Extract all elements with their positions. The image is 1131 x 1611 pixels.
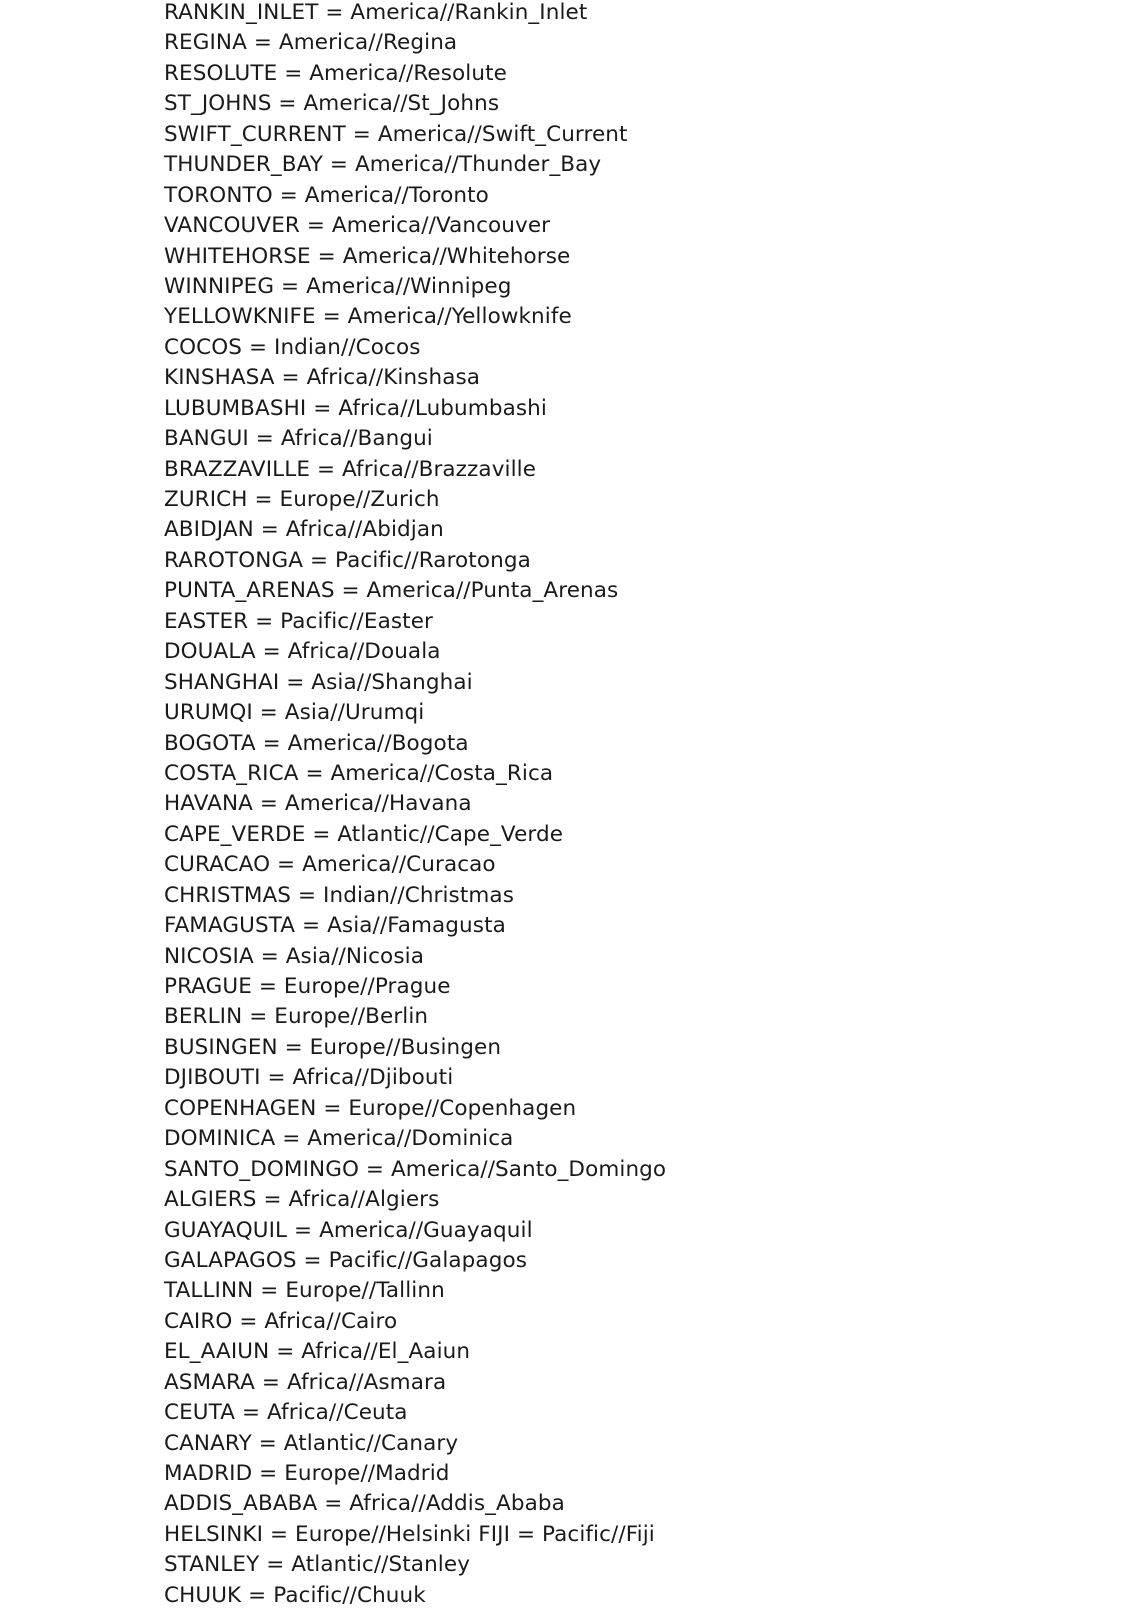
timezone-mapping-line: WINNIPEG = America//Winnipeg xyxy=(164,273,512,299)
timezone-mapping-line: RAROTONGA = Pacific//Rarotonga xyxy=(164,547,531,573)
timezone-mapping-line: ALGIERS = Africa//Algiers xyxy=(164,1187,440,1213)
timezone-mapping-line: DOMINICA = America//Dominica xyxy=(164,1126,514,1152)
timezone-mapping-line: THUNDER_BAY = America//Thunder_Bay xyxy=(164,152,602,178)
timezone-mapping-line: BERLIN = Europe//Berlin xyxy=(164,1004,429,1030)
timezone-mapping-line: BANGUI = Africa//Bangui xyxy=(164,426,433,452)
timezone-mapping-line: GUAYAQUIL = America//Guayaquil xyxy=(164,1217,533,1243)
timezone-mapping-line: CHRISTMAS = Indian//Christmas xyxy=(164,882,515,908)
timezone-mapping-line: WHITEHORSE = America//Whitehorse xyxy=(164,243,571,269)
timezone-mapping-line: FAMAGUSTA = Asia//Famagusta xyxy=(164,913,506,939)
timezone-mapping-line: CANARY = Atlantic//Canary xyxy=(164,1430,459,1456)
timezone-mapping-line: VANCOUVER = America//Vancouver xyxy=(164,213,551,239)
timezone-mapping-line: SWIFT_CURRENT = America//Swift_Current xyxy=(164,121,628,147)
timezone-mapping-line: YELLOWKNIFE = America//Yellowknife xyxy=(164,304,572,330)
timezone-mapping-line: KINSHASA = Africa//Kinshasa xyxy=(164,365,481,391)
timezone-mapping-line: DOUALA = Africa//Douala xyxy=(164,639,441,665)
timezone-mapping-list xyxy=(164,0,666,1611)
timezone-mapping-line: BUSINGEN = Europe//Busingen xyxy=(164,1034,502,1060)
timezone-mapping-line: REGINA = America//Regina xyxy=(164,30,458,56)
timezone-mapping-line: CHUUK = Pacific//Chuuk xyxy=(164,1582,426,1608)
timezone-mapping-line: HAVANA = America//Havana xyxy=(164,791,472,817)
timezone-mapping-line: TALLINN = Europe//Tallinn xyxy=(164,1278,445,1304)
timezone-mapping-line: CURACAO = America//Curacao xyxy=(164,852,496,878)
timezone-mapping-line: STANLEY = Atlantic//Stanley xyxy=(164,1552,471,1578)
timezone-mapping-line: COPENHAGEN = Europe//Copenhagen xyxy=(164,1095,577,1121)
timezone-mapping-line: BRAZZAVILLE = Africa//Brazzaville xyxy=(164,456,537,482)
timezone-mapping-line: RESOLUTE = America//Resolute xyxy=(164,60,507,86)
timezone-mapping-line: MADRID = Europe//Madrid xyxy=(164,1461,450,1486)
timezone-mapping-line: SHANGHAI = Asia//Shanghai xyxy=(164,669,473,695)
timezone-mapping-line: CAPE_VERDE = Atlantic//Cape_Verde xyxy=(164,821,564,847)
timezone-mapping-line: DJIBOUTI = Africa//Djibouti xyxy=(164,1065,454,1091)
timezone-mapping-line: COSTA_RICA = America//Costa_Rica xyxy=(164,760,554,786)
timezone-mapping-line: ST_JOHNS = America//St_Johns xyxy=(164,91,500,117)
timezone-mapping-line: URUMQI = Asia//Urumqi xyxy=(164,700,425,726)
timezone-mapping-line: ZURICH = Europe//Zurich xyxy=(164,487,440,512)
timezone-mapping-line: RANKIN_INLET = America//Rankin_Inlet xyxy=(164,0,588,25)
timezone-mapping-line: BOGOTA = America//Bogota xyxy=(164,730,469,756)
timezone-mapping-line: PUNTA_ARENAS = America//Punta_Arenas xyxy=(164,578,619,604)
timezone-mapping-line: COCOS = Indian//Cocos xyxy=(164,334,421,360)
timezone-mapping-line: PRAGUE = Europe//Prague xyxy=(164,974,451,999)
timezone-mapping-line: EASTER = Pacific//Easter xyxy=(164,608,433,634)
timezone-mapping-line: TORONTO = America//Toronto xyxy=(164,182,489,208)
timezone-mapping-line: HELSINKI = Europe//Helsinki FIJI = Pacific//Fiji xyxy=(164,1521,655,1547)
timezone-mapping-line: ASMARA = Africa//Asmara xyxy=(164,1369,447,1395)
timezone-mapping-line: SANTO_DOMINGO = America//Santo_Domingo xyxy=(164,1156,667,1182)
timezone-mapping-line: CEUTA = Africa//Ceuta xyxy=(164,1400,408,1426)
timezone-mapping-line: LUBUMBASHI = Africa//Lubumbashi xyxy=(164,395,547,421)
timezone-mapping-line: GALAPAGOS = Pacific//Galapagos xyxy=(164,1247,528,1273)
timezone-mapping-line: EL_AAIUN = Africa//El_Aaiun xyxy=(164,1339,471,1365)
timezone-mapping-line: ADDIS_ABABA = Africa//Addis_Ababa xyxy=(164,1491,565,1517)
timezone-mapping-line: CAIRO = Africa//Cairo xyxy=(164,1308,398,1334)
timezone-mapping-line: NICOSIA = Asia//Nicosia xyxy=(164,943,424,969)
timezone-mapping-line: ABIDJAN = Africa//Abidjan xyxy=(164,517,444,543)
